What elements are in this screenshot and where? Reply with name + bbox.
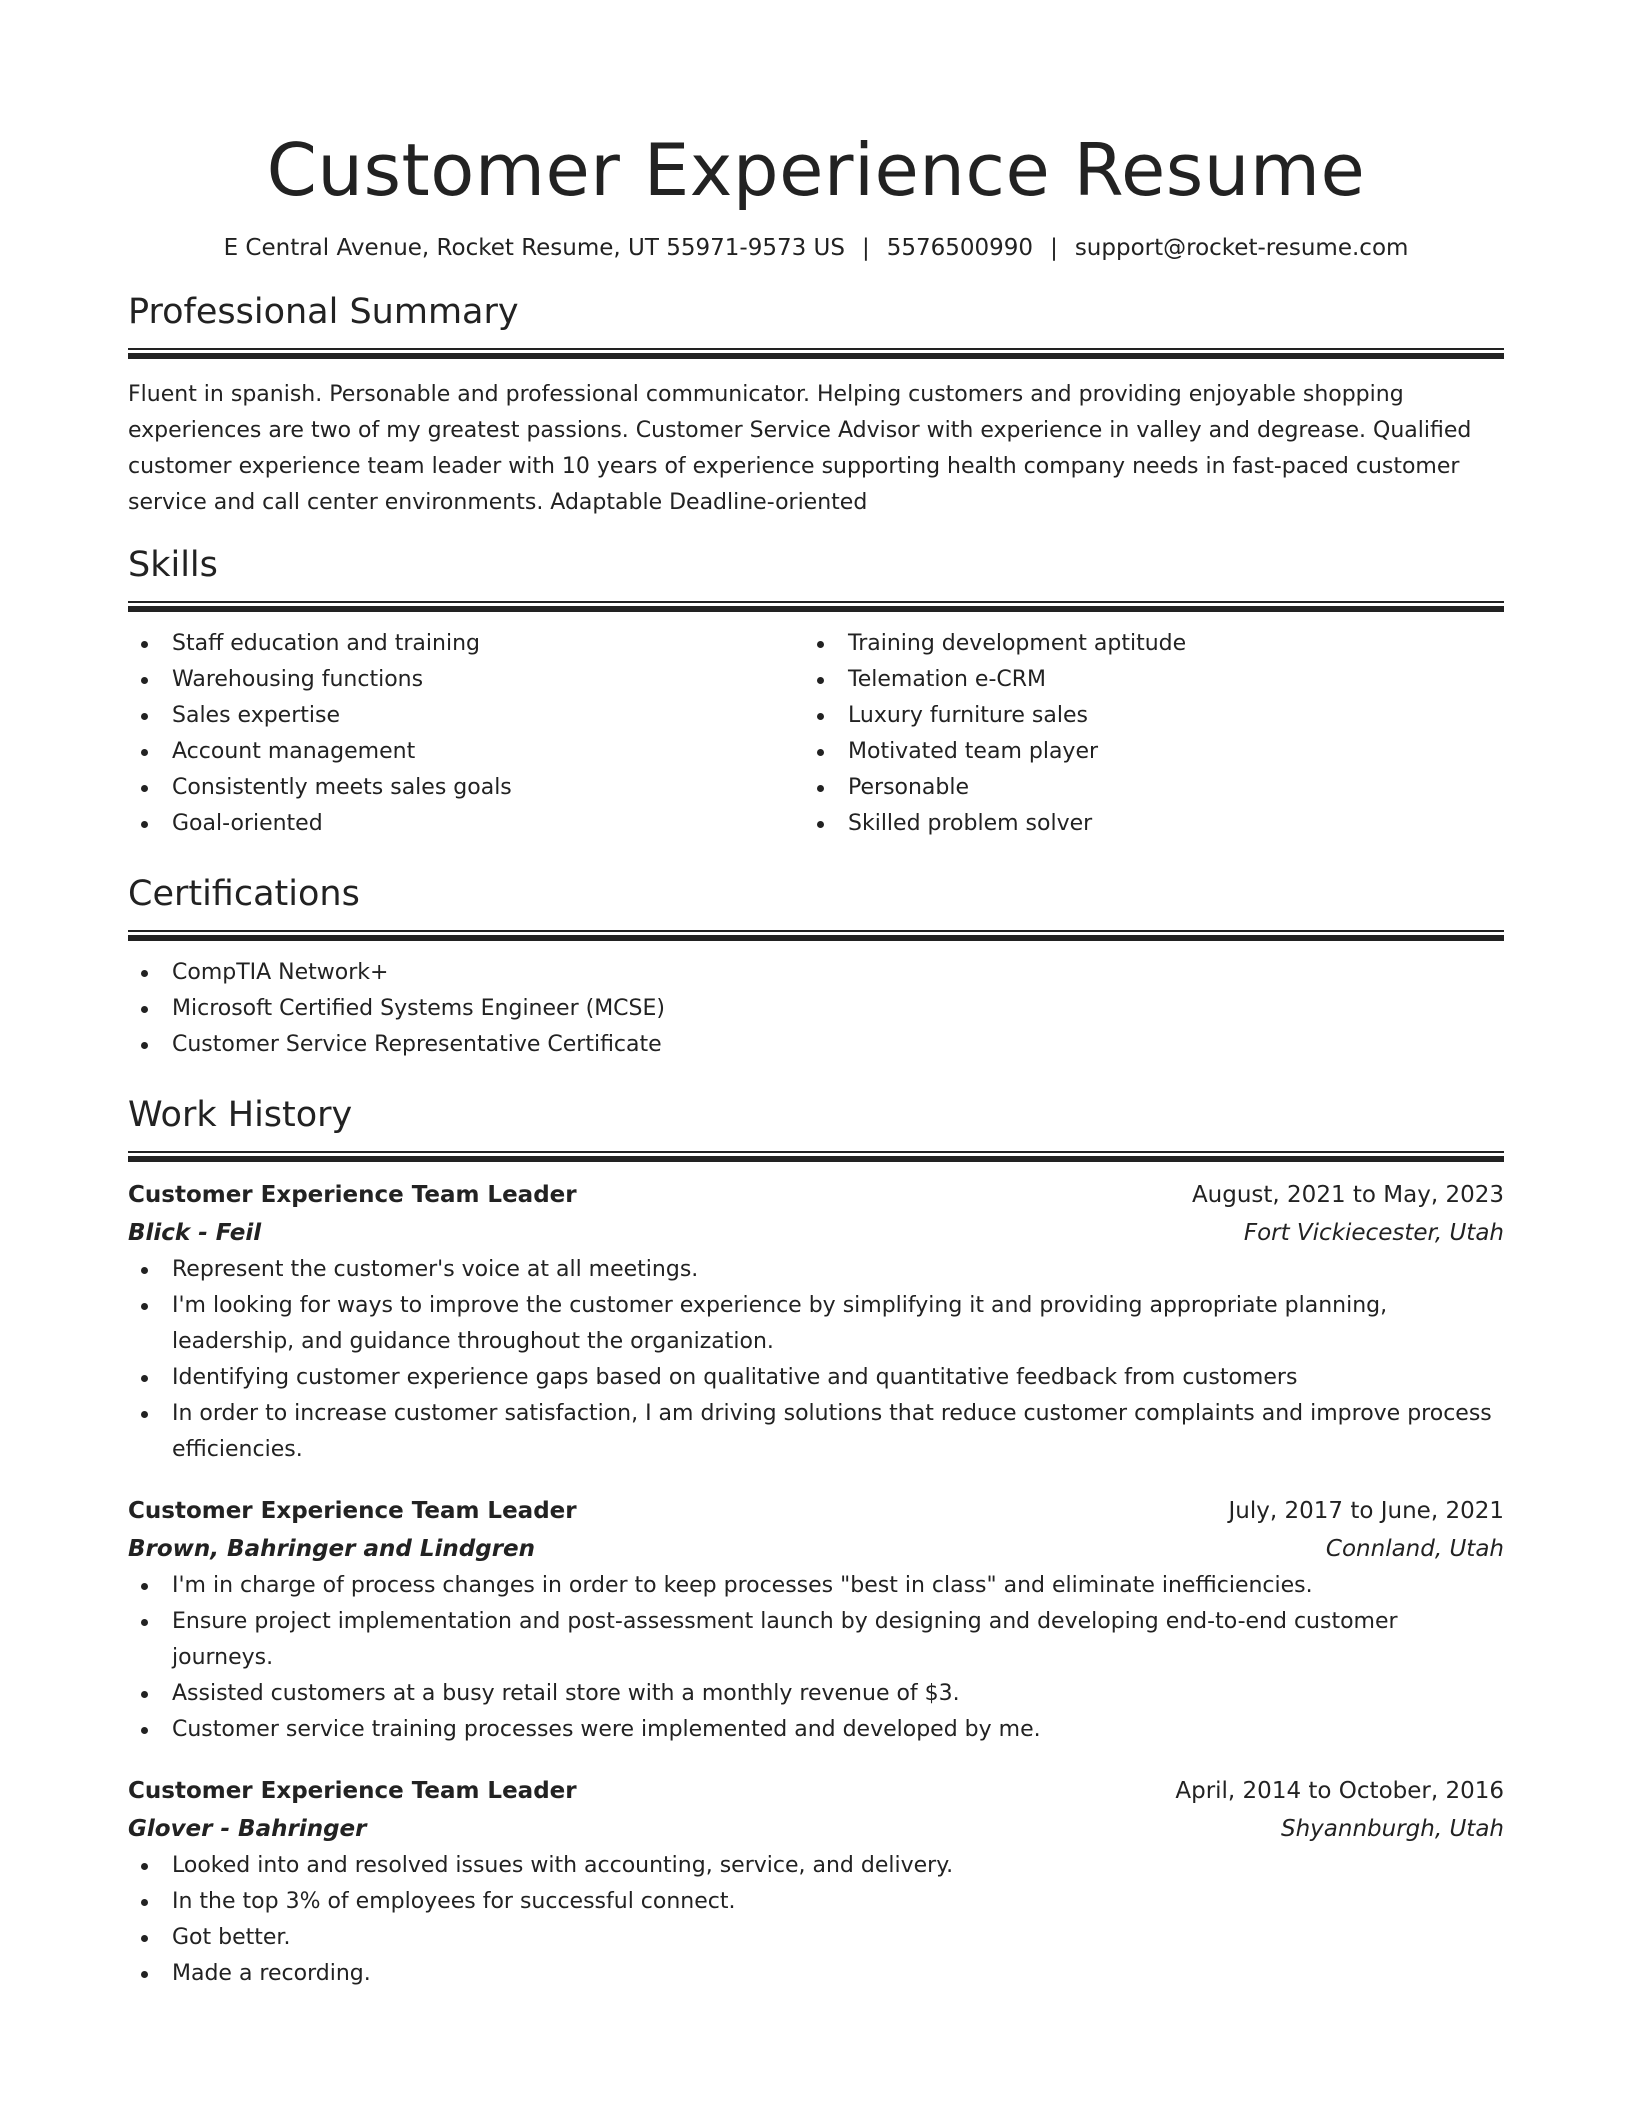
job-location: Connland, Utah xyxy=(1325,1536,1504,1562)
certification-item: Customer Service Representative Certificate xyxy=(128,1027,1504,1063)
job-company: Glover - Bahringer xyxy=(128,1816,367,1842)
resume-title: Customer Experience Resume xyxy=(266,128,1366,212)
section-divider xyxy=(128,601,1504,612)
contact-phone[interactable]: 5576500990 xyxy=(886,235,1034,261)
skills-list-left xyxy=(128,626,804,842)
skill-item: Warehousing functions xyxy=(128,662,804,698)
section-divider xyxy=(128,930,1504,941)
job-title: Customer Experience Team Leader xyxy=(128,1498,577,1524)
work-history-section xyxy=(128,1091,1504,1992)
skill-item: Sales expertise xyxy=(128,698,804,734)
skills-section xyxy=(128,541,1504,842)
job-company-row xyxy=(128,1214,1504,1252)
job-entry xyxy=(128,1176,1504,1468)
skill-item: Account management xyxy=(128,734,804,770)
job-duty: Represent the customer's voice at all meetings. xyxy=(128,1252,1504,1288)
contact-line xyxy=(128,232,1504,264)
job-header-row xyxy=(128,1492,1504,1530)
certifications-list xyxy=(128,955,1504,1063)
certification-item: Microsoft Certified Systems Engineer (MCSE) xyxy=(128,991,1504,1027)
skill-item: Telemation e-CRM xyxy=(804,662,1480,698)
job-company-row xyxy=(128,1530,1504,1568)
job-company: Blick - Feil xyxy=(128,1220,262,1246)
skill-item: Motivated team player xyxy=(804,734,1480,770)
job-entry xyxy=(128,1492,1504,1748)
summary-heading: Professional Summary xyxy=(128,292,519,332)
skills-list-right xyxy=(804,626,1480,842)
job-entry xyxy=(128,1772,1504,1992)
skills-heading: Skills xyxy=(128,545,218,585)
job-dates: April, 2014 to October, 2016 xyxy=(1175,1778,1504,1804)
job-duty: Customer service training processes were implemented and developed by me. xyxy=(128,1712,1504,1748)
contact-address: E Central Avenue, Rocket Resume, UT 55971-9573 US xyxy=(223,235,845,261)
skill-item: Staff education and training xyxy=(128,626,804,662)
job-duty: Assisted customers at a busy retail store with a monthly revenue of $3. xyxy=(128,1676,1504,1712)
job-header-row xyxy=(128,1772,1504,1810)
job-duty: I'm looking for ways to improve the customer experience by simplifying it and providing appropriate planning, leadership, and guidance throughout the organization. xyxy=(128,1288,1504,1360)
job-location: Fort Vickiecester, Utah xyxy=(1243,1220,1504,1246)
job-duties-list xyxy=(128,1848,1504,1992)
section-divider xyxy=(128,348,1504,359)
skill-item: Training development aptitude xyxy=(804,626,1480,662)
certifications-section xyxy=(128,870,1504,1063)
summary-section xyxy=(128,288,1504,521)
job-duties-list xyxy=(128,1568,1504,1748)
contact-email[interactable]: support@rocket-resume.com xyxy=(1074,235,1409,261)
certification-item: CompTIA Network+ xyxy=(128,955,1504,991)
contact-separator: | xyxy=(1050,235,1058,261)
certifications-heading: Certifications xyxy=(128,874,360,914)
section-divider xyxy=(128,1151,1504,1162)
skill-item: Consistently meets sales goals xyxy=(128,770,804,806)
job-title: Customer Experience Team Leader xyxy=(128,1182,577,1208)
job-duties-list xyxy=(128,1252,1504,1468)
job-dates: August, 2021 to May, 2023 xyxy=(1191,1182,1504,1208)
job-duty: Made a recording. xyxy=(128,1956,1504,1992)
job-location: Shyannburgh, Utah xyxy=(1281,1816,1504,1842)
job-duty: I'm in charge of process changes in order to keep processes "best in class" and eliminate inefficiencies. xyxy=(128,1568,1504,1604)
skill-item: Luxury furniture sales xyxy=(804,698,1480,734)
job-company-row xyxy=(128,1810,1504,1848)
job-header-row xyxy=(128,1176,1504,1214)
job-duty: In order to increase customer satisfaction, I am driving solutions that reduce customer complaints and improve process efficiencies. xyxy=(128,1396,1504,1468)
job-duty: In the top 3% of employees for successful connect. xyxy=(128,1884,1504,1920)
skill-item: Skilled problem solver xyxy=(804,806,1480,842)
skill-item: Goal-oriented xyxy=(128,806,804,842)
job-company: Brown, Bahringer and Lindgren xyxy=(128,1536,536,1562)
job-duty: Identifying customer experience gaps based on qualitative and quantitative feedback from customers xyxy=(128,1360,1504,1396)
work-history-heading: Work History xyxy=(128,1095,353,1135)
job-dates: July, 2017 to June, 2021 xyxy=(1228,1498,1504,1524)
resume-page xyxy=(128,0,1504,1992)
job-title: Customer Experience Team Leader xyxy=(128,1778,577,1804)
job-duty: Ensure project implementation and post-assessment launch by designing and developing end-to-end customer journeys. xyxy=(128,1604,1504,1676)
contact-separator: | xyxy=(861,235,870,261)
skill-item: Personable xyxy=(804,770,1480,806)
job-duty: Looked into and resolved issues with accounting, service, and delivery. xyxy=(128,1848,1504,1884)
job-duty: Got better. xyxy=(128,1920,1504,1956)
summary-text: Fluent in spanish. Personable and professional communicator. Helping customers and providing enjoyable shopping experiences are two of my greatest passions. Customer Service Advisor with experience in valley and degrease. Qualified customer experience team leader with 10 years of experience supporting health company needs in fast-paced customer service and call center environments. Adaptable Deadline-oriented xyxy=(128,382,1472,515)
skills-grid xyxy=(128,626,1504,842)
